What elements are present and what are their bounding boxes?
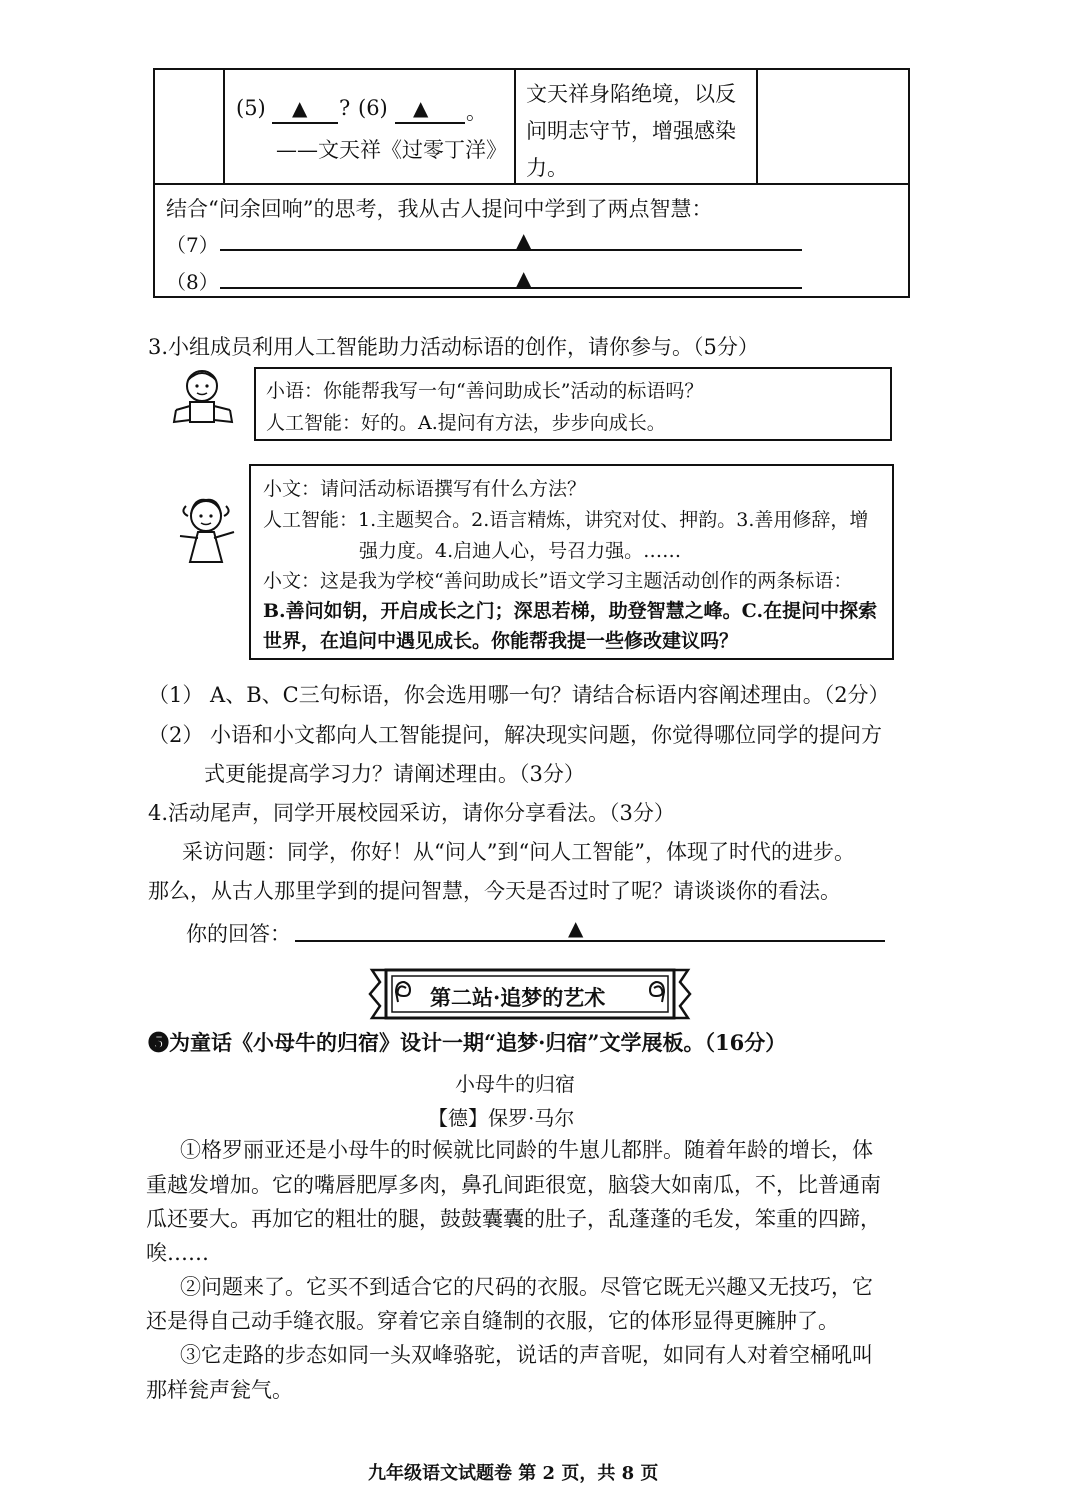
- blank-6-label: (6): [358, 96, 388, 120]
- blank-8-marker: ▲: [516, 266, 532, 290]
- table-col-divider-2: [514, 68, 516, 183]
- para-1-line-4: 唉……: [146, 1241, 209, 1265]
- summary-prompt: 结合“问余回响”的思考，我从古人提问中学到了两点智慧：: [166, 197, 713, 221]
- dialog-2-line-3: 强力度。4.启迪人心，号召力强。……: [359, 540, 682, 562]
- q4-para-2: 那么，从古人那里学到的提问智慧，今天是否过时了呢？请谈谈你的看法。: [148, 879, 841, 903]
- dialog-2-line-4: 小文：这是我为学校“善问助成长”语文学习主题活动创作的两条标语：: [263, 570, 853, 592]
- para-3-line-1: ③它走路的步态如同一头双峰骆驼，说话的声音呢，如同有人对着空桶吼叫: [180, 1343, 873, 1367]
- table-col-divider-3: [756, 68, 758, 183]
- story-author: 【德】保罗·马尔: [428, 1106, 575, 1130]
- blank-7-marker: ▲: [516, 228, 532, 252]
- analysis-line-1: 文天祥身陷绝境，以反: [526, 82, 736, 106]
- blank-6-line[interactable]: [395, 122, 465, 124]
- blank-5-line[interactable]: [272, 122, 338, 124]
- q4-title: 4.活动尾声，同学开展校园采访，请你分享看法。（3分）: [148, 801, 675, 825]
- table-col-divider-1: [223, 68, 225, 183]
- question-mark: ?: [339, 96, 351, 120]
- page-footer: 九年级语文试题卷 第 2 页，共 8 页: [368, 1463, 659, 1484]
- table-row-divider: [153, 183, 910, 185]
- analysis-line-3: 力。: [526, 156, 568, 180]
- blank-8-label: （8）: [166, 270, 219, 294]
- q3-sub-2-line-2: 式更能提高学习力？请阐述理由。（3分）: [204, 762, 585, 786]
- answer-line[interactable]: [295, 940, 885, 942]
- period: 。: [466, 100, 487, 124]
- girl-avatar-icon: [172, 492, 240, 568]
- para-2-line-2: 还是得自己动手缝衣服。穿着它亲自缝制的衣服，它的体形显得更臃肿了。: [146, 1309, 839, 1333]
- blank-6-marker: ▲: [413, 96, 429, 120]
- para-1-line-1: ①格罗丽亚还是小母牛的时候就比同龄的牛崽儿都胖。随着年龄的增长，体: [180, 1138, 873, 1162]
- answer-marker: ▲: [568, 916, 584, 940]
- q4-para-1: 采访问题：同学，你好！从“问人”到“问人工智能”，体现了时代的进步。: [182, 840, 855, 864]
- para-3-line-2: 那样瓮声瓮气。: [146, 1378, 293, 1402]
- blank-5-label: (5): [236, 96, 266, 120]
- dialog-2-line-6: 世界，在追问中遇见成长。你能帮我提一些修改建议吗？: [263, 630, 739, 652]
- q3-title: 3.小组成员利用人工智能助力活动标语的创作，请你参与。（5分）: [148, 335, 759, 359]
- story-title: 小母牛的归宿: [455, 1072, 575, 1096]
- blank-7-line[interactable]: [220, 249, 802, 251]
- blank-7-label: （7）: [166, 233, 219, 257]
- poem-source: ——文天祥《过零丁洋》: [276, 138, 507, 162]
- dialog-1-line-1: 小语：你能帮我写一句“善问助成长”活动的标语吗？: [266, 380, 704, 402]
- para-1-line-2: 重越发增加。它的嘴唇肥厚多肉，鼻孔间距很宽，脑袋大如南瓜，不，比普通南: [146, 1173, 881, 1197]
- section-banner-title: 第二站·追梦的艺术: [430, 985, 606, 1010]
- section-task: ❺为童话《小母牛的归宿》设计一期“追梦·归宿”文学展板。（16分）: [148, 1030, 787, 1055]
- dialog-2-line-5: B.善问如钥，开启成长之门；深思若梯，助登智慧之峰。C.在提问中探索: [263, 600, 878, 622]
- dialog-2-line-1: 小文：请问活动标语撰写有什么方法？: [263, 478, 587, 500]
- q3-sub-1: （1） A、B、C三句标语，你会选用哪一句？请结合标语内容阐述理由。（2分）: [148, 683, 890, 707]
- para-2-line-1: ②问题来了。它买不到适合它的尺码的衣服。尽管它既无兴趣又无技巧，它: [180, 1275, 873, 1299]
- blank-8-line[interactable]: [220, 287, 802, 289]
- q3-sub-2-line-1: （2） 小语和小文都向人工智能提问，解决现实问题，你觉得哪位同学的提问方: [148, 723, 883, 747]
- dialog-1-line-2: 人工智能：好的。A.提问有方法，步步向成长。: [266, 412, 666, 434]
- analysis-line-2: 问明志守节，增强感染: [526, 119, 736, 143]
- para-1-line-3: 瓜还要大。再加它的粗壮的腿，鼓鼓囊囊的肚子，乱蓬蓬的毛发，笨重的四蹄，: [146, 1207, 881, 1231]
- dialog-2-line-2: 人工智能：1.主题契合。2.语言精炼，讲究对仗、押韵。3.善用修辞，增: [263, 509, 869, 531]
- answer-label: 你的回答：: [186, 922, 291, 946]
- boy-avatar-icon: [166, 364, 238, 430]
- blank-5-marker: ▲: [292, 96, 308, 120]
